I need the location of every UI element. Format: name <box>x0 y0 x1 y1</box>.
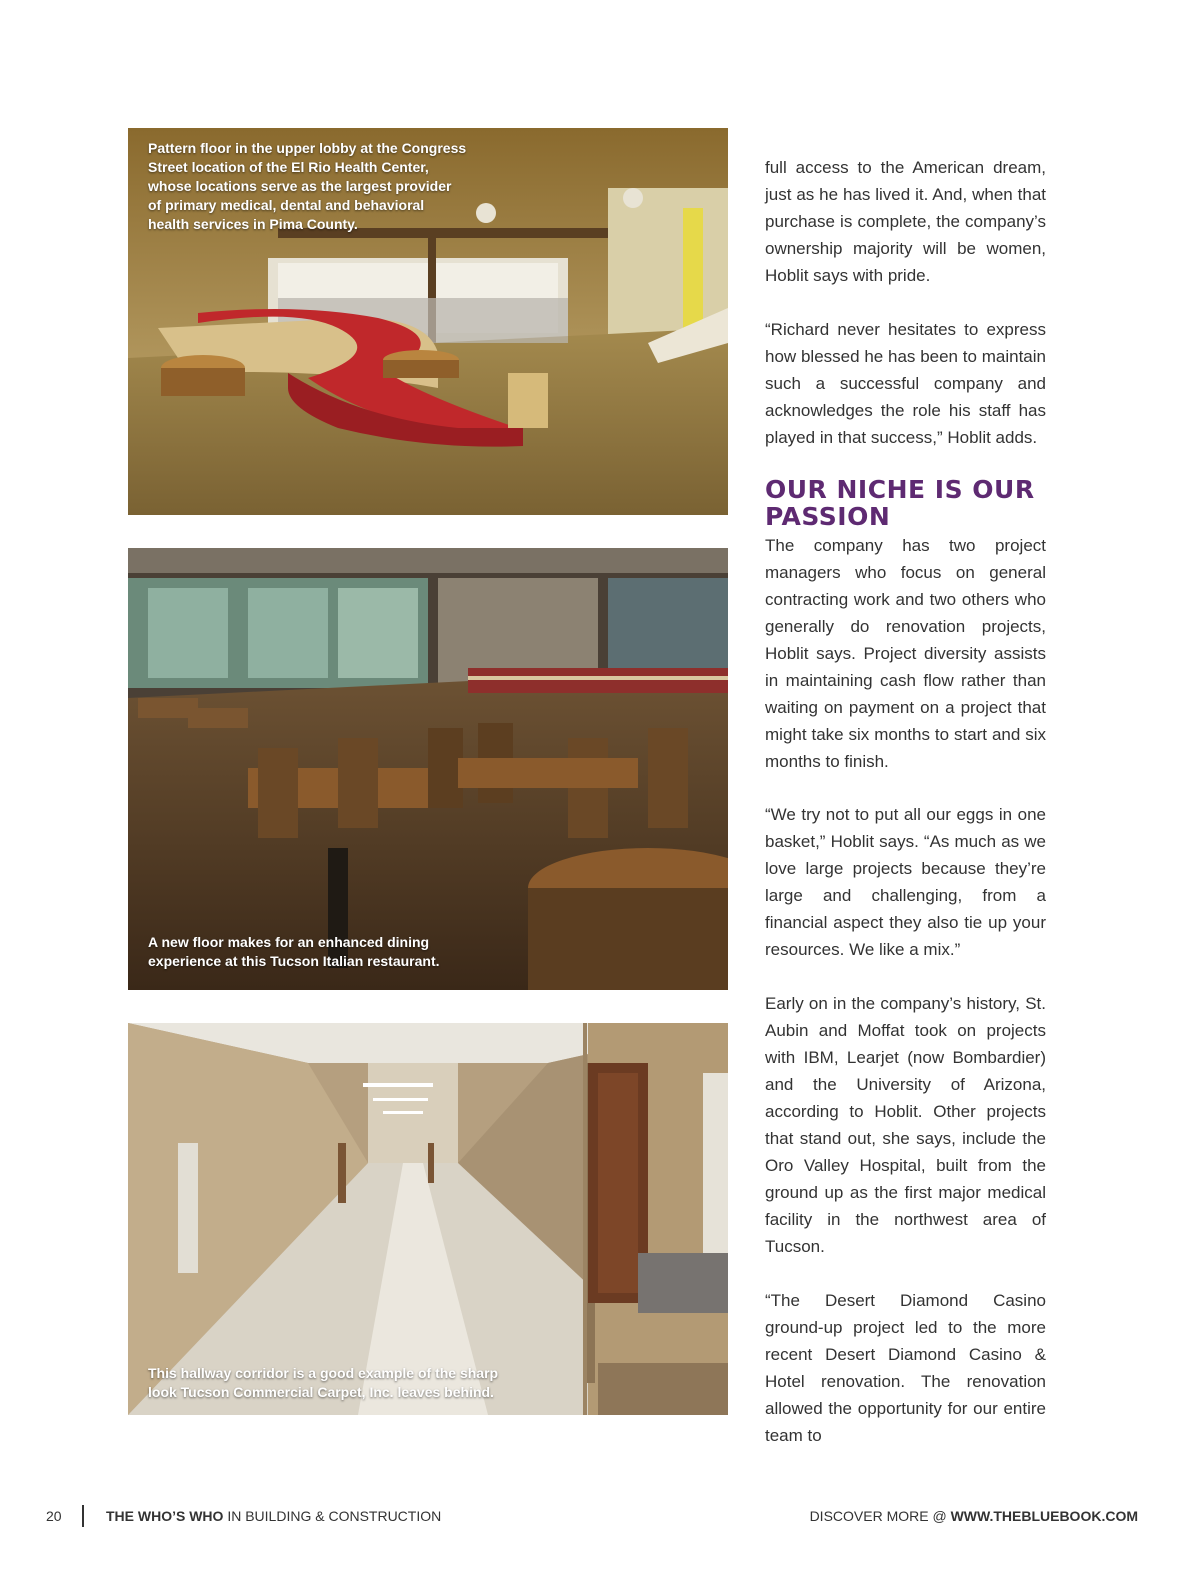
paragraph-text: “We try not to put all our eggs in one basket,” Hoblit says. “As much as we love large projects because they’re large and challenging, from a financial aspect they also tie up your resources. We like a mix.” <box>765 805 1046 959</box>
hallway-photo-caption: This hallway corridor is a good example of the sharp look Tucson Commercial Carpet, Inc. leaves behind. <box>148 1365 499 1400</box>
article-paragraph-4 <box>765 801 1046 963</box>
lobby-photo <box>128 128 728 515</box>
discover-more <box>810 1505 1138 1527</box>
publication-title-bold: THE WHO’S WHO <box>106 1508 224 1524</box>
section-heading: OUR NICHE IS OUR PASSION <box>765 475 1035 531</box>
paragraph-text: “The Desert Diamond Casino ground-up project led to the more recent Desert Diamond Casino & Hotel renovation. The renovation allowed the opportunity for our entire team to <box>765 1291 1046 1445</box>
discover-more-label: DISCOVER MORE @ <box>809 1508 951 1524</box>
publication-title-rest: IN BUILDING & CONSTRUCTION <box>223 1508 442 1524</box>
footer-divider <box>82 1505 84 1527</box>
restaurant-photo-caption: A new floor makes for an enhanced dining experience at this Tucson Italian restaurant. <box>148 934 440 969</box>
article-paragraph-6 <box>765 1287 1046 1449</box>
paragraph-text: full access to the American dream, just as he has lived it. And, when that purchase is complete, the company’s ownership majority will be women, Hoblit says with pride. <box>765 158 1046 285</box>
hallway-photo <box>128 1023 728 1415</box>
restaurant-photo <box>128 548 728 990</box>
article-paragraph-5 <box>765 990 1046 1260</box>
paragraph-text: Early on in the company’s history, St. Aubin and Moffat took on projects with IBM, Learjet (now Bombardier) and the University of Arizona, according to Hoblit. Other projects that stand out, she says, include the Oro Valley Hospital, built from the ground up as the first major medical facility in the northwest area of Tucson. <box>765 994 1046 1256</box>
article-paragraph-1 <box>765 154 1046 289</box>
hallway-illustration <box>128 1023 728 1415</box>
article-paragraph-3 <box>765 532 1046 775</box>
paragraph-text: “Richard never hesitates to express how blessed he has been to maintain such a successful company and acknowledges the role his staff has played in that success,” Hoblit adds. <box>765 320 1046 447</box>
article-paragraph-2 <box>765 316 1046 451</box>
paragraph-text: The company has two project managers who focus on general contracting work and two others who generally do renovation projects, Hoblit says. Project diversity assists in maintaining cash flow rather than waiting on payment on a project that might take six months to start and six months to finish. <box>765 536 1046 771</box>
restaurant-illustration <box>128 548 728 990</box>
page-number: 20 <box>46 1508 62 1524</box>
lobby-photo-caption: Pattern floor in the upper lobby at the Congress Street location of the El Rio Health Center, whose locations serve as the largest provider of primary medical, dental and behavioral health services in Pima County. <box>148 140 467 232</box>
publication-title <box>106 1505 441 1527</box>
website-link[interactable]: WWW.THEBLUEBOOK.COM <box>950 1508 1138 1524</box>
